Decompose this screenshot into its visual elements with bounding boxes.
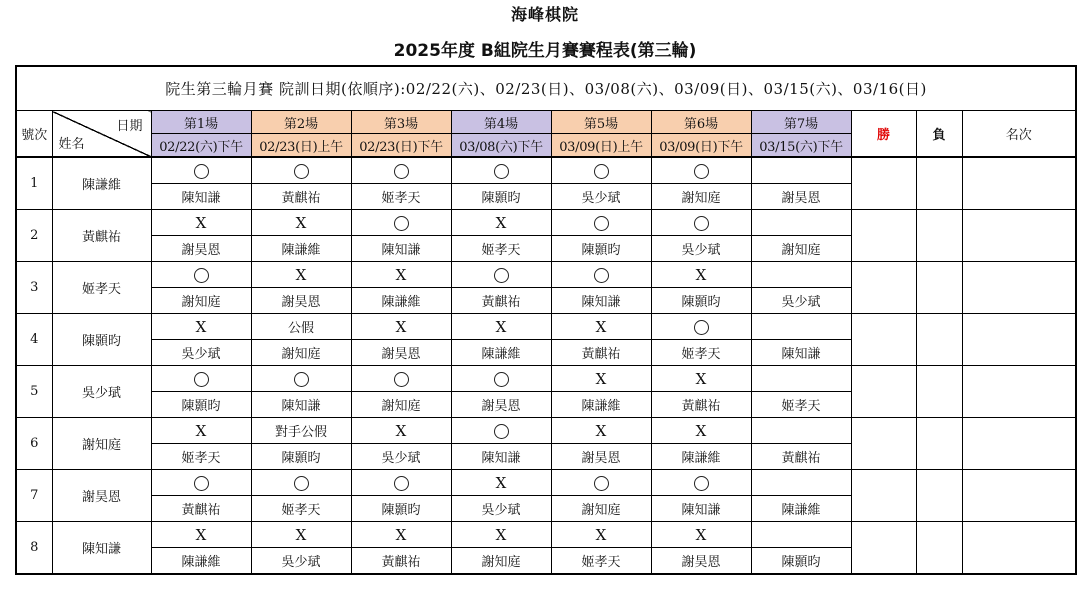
match-opponent: 吳少珷 xyxy=(751,288,851,314)
match-opponent: 陳謙維 xyxy=(751,496,851,522)
match-opponent: 吳少珷 xyxy=(651,236,751,262)
match-opponent: 黃麒祐 xyxy=(351,548,451,575)
match-result xyxy=(751,366,851,392)
round-header: 第2場 xyxy=(251,111,351,134)
match-result xyxy=(651,157,751,184)
match-opponent: 姬孝天 xyxy=(451,236,551,262)
match-result: X xyxy=(651,262,751,288)
match-result xyxy=(351,157,451,184)
match-result xyxy=(651,210,751,236)
match-result: X xyxy=(551,314,651,340)
round-date: 02/22(六)下午 xyxy=(151,134,251,158)
match-result: X xyxy=(651,418,751,444)
round-header: 第6場 xyxy=(651,111,751,134)
match-result: X xyxy=(651,522,751,548)
match-opponent: 黃麒祐 xyxy=(651,392,751,418)
match-opponent: 謝昊恩 xyxy=(351,340,451,366)
match-result: X xyxy=(251,262,351,288)
match-opponent: 陳知謙 xyxy=(151,184,251,210)
match-result xyxy=(351,470,451,496)
rank-cell xyxy=(962,470,1076,522)
match-opponent: 陳謙維 xyxy=(551,392,651,418)
player-result-row xyxy=(16,157,1076,184)
wins-cell xyxy=(851,262,916,314)
rank-cell xyxy=(962,210,1076,262)
match-result xyxy=(351,366,451,392)
win-circle-icon xyxy=(694,320,709,335)
win-circle-icon xyxy=(294,372,309,387)
match-opponent: 黃麒祐 xyxy=(751,444,851,470)
player-result-row xyxy=(16,314,1076,340)
match-opponent: 吳少珷 xyxy=(351,444,451,470)
losses-cell xyxy=(916,210,962,262)
rank-cell xyxy=(962,366,1076,418)
match-result xyxy=(551,210,651,236)
match-opponent: 陳謙維 xyxy=(651,444,751,470)
player-number: 8 xyxy=(16,522,52,575)
player-name: 姬孝天 xyxy=(52,262,151,314)
win-circle-icon xyxy=(594,216,609,231)
match-opponent: 陳知謙 xyxy=(751,340,851,366)
match-result xyxy=(651,470,751,496)
losses-header: 負 xyxy=(916,111,962,158)
match-result: X xyxy=(251,210,351,236)
match-result: X xyxy=(251,522,351,548)
training-dates-banner: 院生第三輪月賽 院訓日期(依順序):02/22(六)、02/23(日)、03/08(六)、03/09(日)、03/15(六)、03/16(日) xyxy=(16,66,1076,111)
match-opponent: 謝知庭 xyxy=(151,288,251,314)
round-header: 第5場 xyxy=(551,111,651,134)
match-opponent: 吳少珷 xyxy=(451,496,551,522)
win-circle-icon xyxy=(494,372,509,387)
wins-cell xyxy=(851,366,916,418)
losses-cell xyxy=(916,366,962,418)
rank-cell xyxy=(962,314,1076,366)
wins-cell xyxy=(851,314,916,366)
wins-cell xyxy=(851,157,916,210)
win-circle-icon xyxy=(194,372,209,387)
match-result: X xyxy=(451,210,551,236)
match-opponent: 吳少珷 xyxy=(151,340,251,366)
win-circle-icon xyxy=(394,216,409,231)
round-header: 第3場 xyxy=(351,111,451,134)
player-name: 陳顥昀 xyxy=(52,314,151,366)
match-opponent: 陳知謙 xyxy=(651,496,751,522)
match-result: X xyxy=(551,522,651,548)
player-number: 6 xyxy=(16,418,52,470)
match-opponent: 姬孝天 xyxy=(751,392,851,418)
win-circle-icon xyxy=(494,268,509,283)
match-result xyxy=(551,470,651,496)
match-opponent: 謝昊恩 xyxy=(651,548,751,575)
match-result xyxy=(651,314,751,340)
match-opponent: 謝知庭 xyxy=(751,236,851,262)
match-opponent: 陳顥昀 xyxy=(451,184,551,210)
player-result-row xyxy=(16,210,1076,236)
round-date: 03/15(六)下午 xyxy=(751,134,851,158)
round-header: 第1場 xyxy=(151,111,251,134)
match-opponent: 謝知庭 xyxy=(551,496,651,522)
match-opponent: 陳顥昀 xyxy=(751,548,851,575)
match-opponent: 陳顥昀 xyxy=(551,236,651,262)
match-result xyxy=(751,522,851,548)
match-result xyxy=(451,157,551,184)
rank-cell xyxy=(962,522,1076,575)
match-opponent: 謝知庭 xyxy=(651,184,751,210)
player-result-row xyxy=(16,418,1076,444)
match-result: X xyxy=(351,314,451,340)
match-result: X xyxy=(151,522,251,548)
rank-header: 名次 xyxy=(962,111,1076,158)
seq-header: 號次 xyxy=(16,111,52,158)
match-result: X xyxy=(351,418,451,444)
match-result xyxy=(551,262,651,288)
match-result: 公假 xyxy=(251,314,351,340)
match-result xyxy=(451,262,551,288)
match-result xyxy=(251,366,351,392)
date-label: 日期 xyxy=(116,119,143,134)
match-opponent: 陳謙維 xyxy=(351,288,451,314)
player-result-row xyxy=(16,366,1076,392)
match-opponent: 謝昊恩 xyxy=(451,392,551,418)
losses-cell xyxy=(916,157,962,210)
win-circle-icon xyxy=(394,372,409,387)
player-name: 吳少珷 xyxy=(52,366,151,418)
win-circle-icon xyxy=(694,164,709,179)
player-result-row xyxy=(16,470,1076,496)
match-result xyxy=(751,314,851,340)
rank-cell xyxy=(962,262,1076,314)
losses-cell xyxy=(916,262,962,314)
round-header: 第7場 xyxy=(751,111,851,134)
match-result: X xyxy=(151,418,251,444)
player-number: 7 xyxy=(16,470,52,522)
match-result: X xyxy=(451,522,551,548)
match-result xyxy=(751,157,851,184)
player-result-row xyxy=(16,262,1076,288)
match-opponent: 姬孝天 xyxy=(251,496,351,522)
player-result-row xyxy=(16,522,1076,548)
match-opponent: 吳少珷 xyxy=(251,548,351,575)
match-opponent: 謝昊恩 xyxy=(151,236,251,262)
match-opponent: 陳知謙 xyxy=(351,236,451,262)
match-result xyxy=(451,418,551,444)
match-result: X xyxy=(451,314,551,340)
match-result xyxy=(251,157,351,184)
player-name: 陳知謙 xyxy=(52,522,151,575)
player-number: 2 xyxy=(16,210,52,262)
match-opponent: 姬孝天 xyxy=(351,184,451,210)
wins-cell xyxy=(851,522,916,575)
match-result: X xyxy=(351,522,451,548)
match-result: X xyxy=(151,210,251,236)
name-label: 姓名 xyxy=(58,137,85,152)
match-opponent: 黃麒祐 xyxy=(451,288,551,314)
round-date: 03/08(六)下午 xyxy=(451,134,551,158)
wins-header: 勝 xyxy=(851,111,916,158)
match-opponent: 陳知謙 xyxy=(451,444,551,470)
player-number: 4 xyxy=(16,314,52,366)
match-result xyxy=(451,366,551,392)
win-circle-icon xyxy=(594,164,609,179)
match-opponent: 謝昊恩 xyxy=(751,184,851,210)
win-circle-icon xyxy=(194,164,209,179)
win-circle-icon xyxy=(494,164,509,179)
player-name: 謝昊恩 xyxy=(52,470,151,522)
match-result xyxy=(151,262,251,288)
match-opponent: 黃麒祐 xyxy=(251,184,351,210)
match-result xyxy=(751,470,851,496)
win-circle-icon xyxy=(594,268,609,283)
match-opponent: 謝知庭 xyxy=(351,392,451,418)
win-circle-icon xyxy=(694,216,709,231)
date-name-header xyxy=(52,111,151,158)
match-result xyxy=(151,157,251,184)
win-circle-icon xyxy=(294,476,309,491)
schedule-table xyxy=(15,65,1077,575)
match-result xyxy=(551,157,651,184)
org-title: 海峰棋院 xyxy=(510,5,579,24)
player-number: 5 xyxy=(16,366,52,418)
player-name: 謝知庭 xyxy=(52,418,151,470)
match-result: X xyxy=(351,262,451,288)
match-opponent: 陳顥昀 xyxy=(251,444,351,470)
win-circle-icon xyxy=(494,424,509,439)
match-result: X xyxy=(651,366,751,392)
match-result xyxy=(251,470,351,496)
match-opponent: 謝知庭 xyxy=(451,548,551,575)
round-date: 03/09(日)下午 xyxy=(651,134,751,158)
rank-cell xyxy=(962,418,1076,470)
match-opponent: 陳顥昀 xyxy=(151,392,251,418)
match-opponent: 謝知庭 xyxy=(251,340,351,366)
round-header: 第4場 xyxy=(451,111,551,134)
match-opponent: 陳知謙 xyxy=(551,288,651,314)
match-opponent: 陳顥昀 xyxy=(351,496,451,522)
match-opponent: 陳顥昀 xyxy=(651,288,751,314)
match-opponent: 陳謙維 xyxy=(451,340,551,366)
player-name: 黃麒祐 xyxy=(52,210,151,262)
losses-cell xyxy=(916,418,962,470)
round-date: 03/09(日)上午 xyxy=(551,134,651,158)
match-result xyxy=(351,210,451,236)
match-result xyxy=(751,418,851,444)
match-opponent: 姬孝天 xyxy=(651,340,751,366)
player-name: 陳謙維 xyxy=(52,157,151,210)
win-circle-icon xyxy=(294,164,309,179)
losses-cell xyxy=(916,314,962,366)
match-opponent: 陳知謙 xyxy=(251,392,351,418)
match-opponent: 黃麒祐 xyxy=(551,340,651,366)
win-circle-icon xyxy=(194,268,209,283)
match-result xyxy=(751,262,851,288)
win-circle-icon xyxy=(694,476,709,491)
schedule-title: 2025年度 B組院生月賽賽程表(第三輪) xyxy=(393,41,697,61)
losses-cell xyxy=(916,470,962,522)
match-opponent: 黃麒祐 xyxy=(151,496,251,522)
losses-cell xyxy=(916,522,962,575)
player-number: 1 xyxy=(16,157,52,210)
match-result: X xyxy=(551,366,651,392)
match-opponent: 謝昊恩 xyxy=(251,288,351,314)
round-date: 02/23(日)上午 xyxy=(251,134,351,158)
match-result: 對手公假 xyxy=(251,418,351,444)
rank-cell xyxy=(962,157,1076,210)
match-opponent: 陳謙維 xyxy=(151,548,251,575)
wins-cell xyxy=(851,210,916,262)
win-circle-icon xyxy=(394,164,409,179)
match-result xyxy=(751,210,851,236)
match-result: X xyxy=(551,418,651,444)
player-number: 3 xyxy=(16,262,52,314)
match-result: X xyxy=(151,314,251,340)
match-result xyxy=(151,366,251,392)
match-opponent: 姬孝天 xyxy=(151,444,251,470)
win-circle-icon xyxy=(594,476,609,491)
match-opponent: 吳少珷 xyxy=(551,184,651,210)
match-opponent: 謝昊恩 xyxy=(551,444,651,470)
match-opponent: 姬孝天 xyxy=(551,548,651,575)
match-opponent: 陳謙維 xyxy=(251,236,351,262)
match-result: X xyxy=(451,470,551,496)
win-circle-icon xyxy=(394,476,409,491)
wins-cell xyxy=(851,470,916,522)
wins-cell xyxy=(851,418,916,470)
win-circle-icon xyxy=(194,476,209,491)
round-date: 02/23(日)下午 xyxy=(351,134,451,158)
match-result xyxy=(151,470,251,496)
